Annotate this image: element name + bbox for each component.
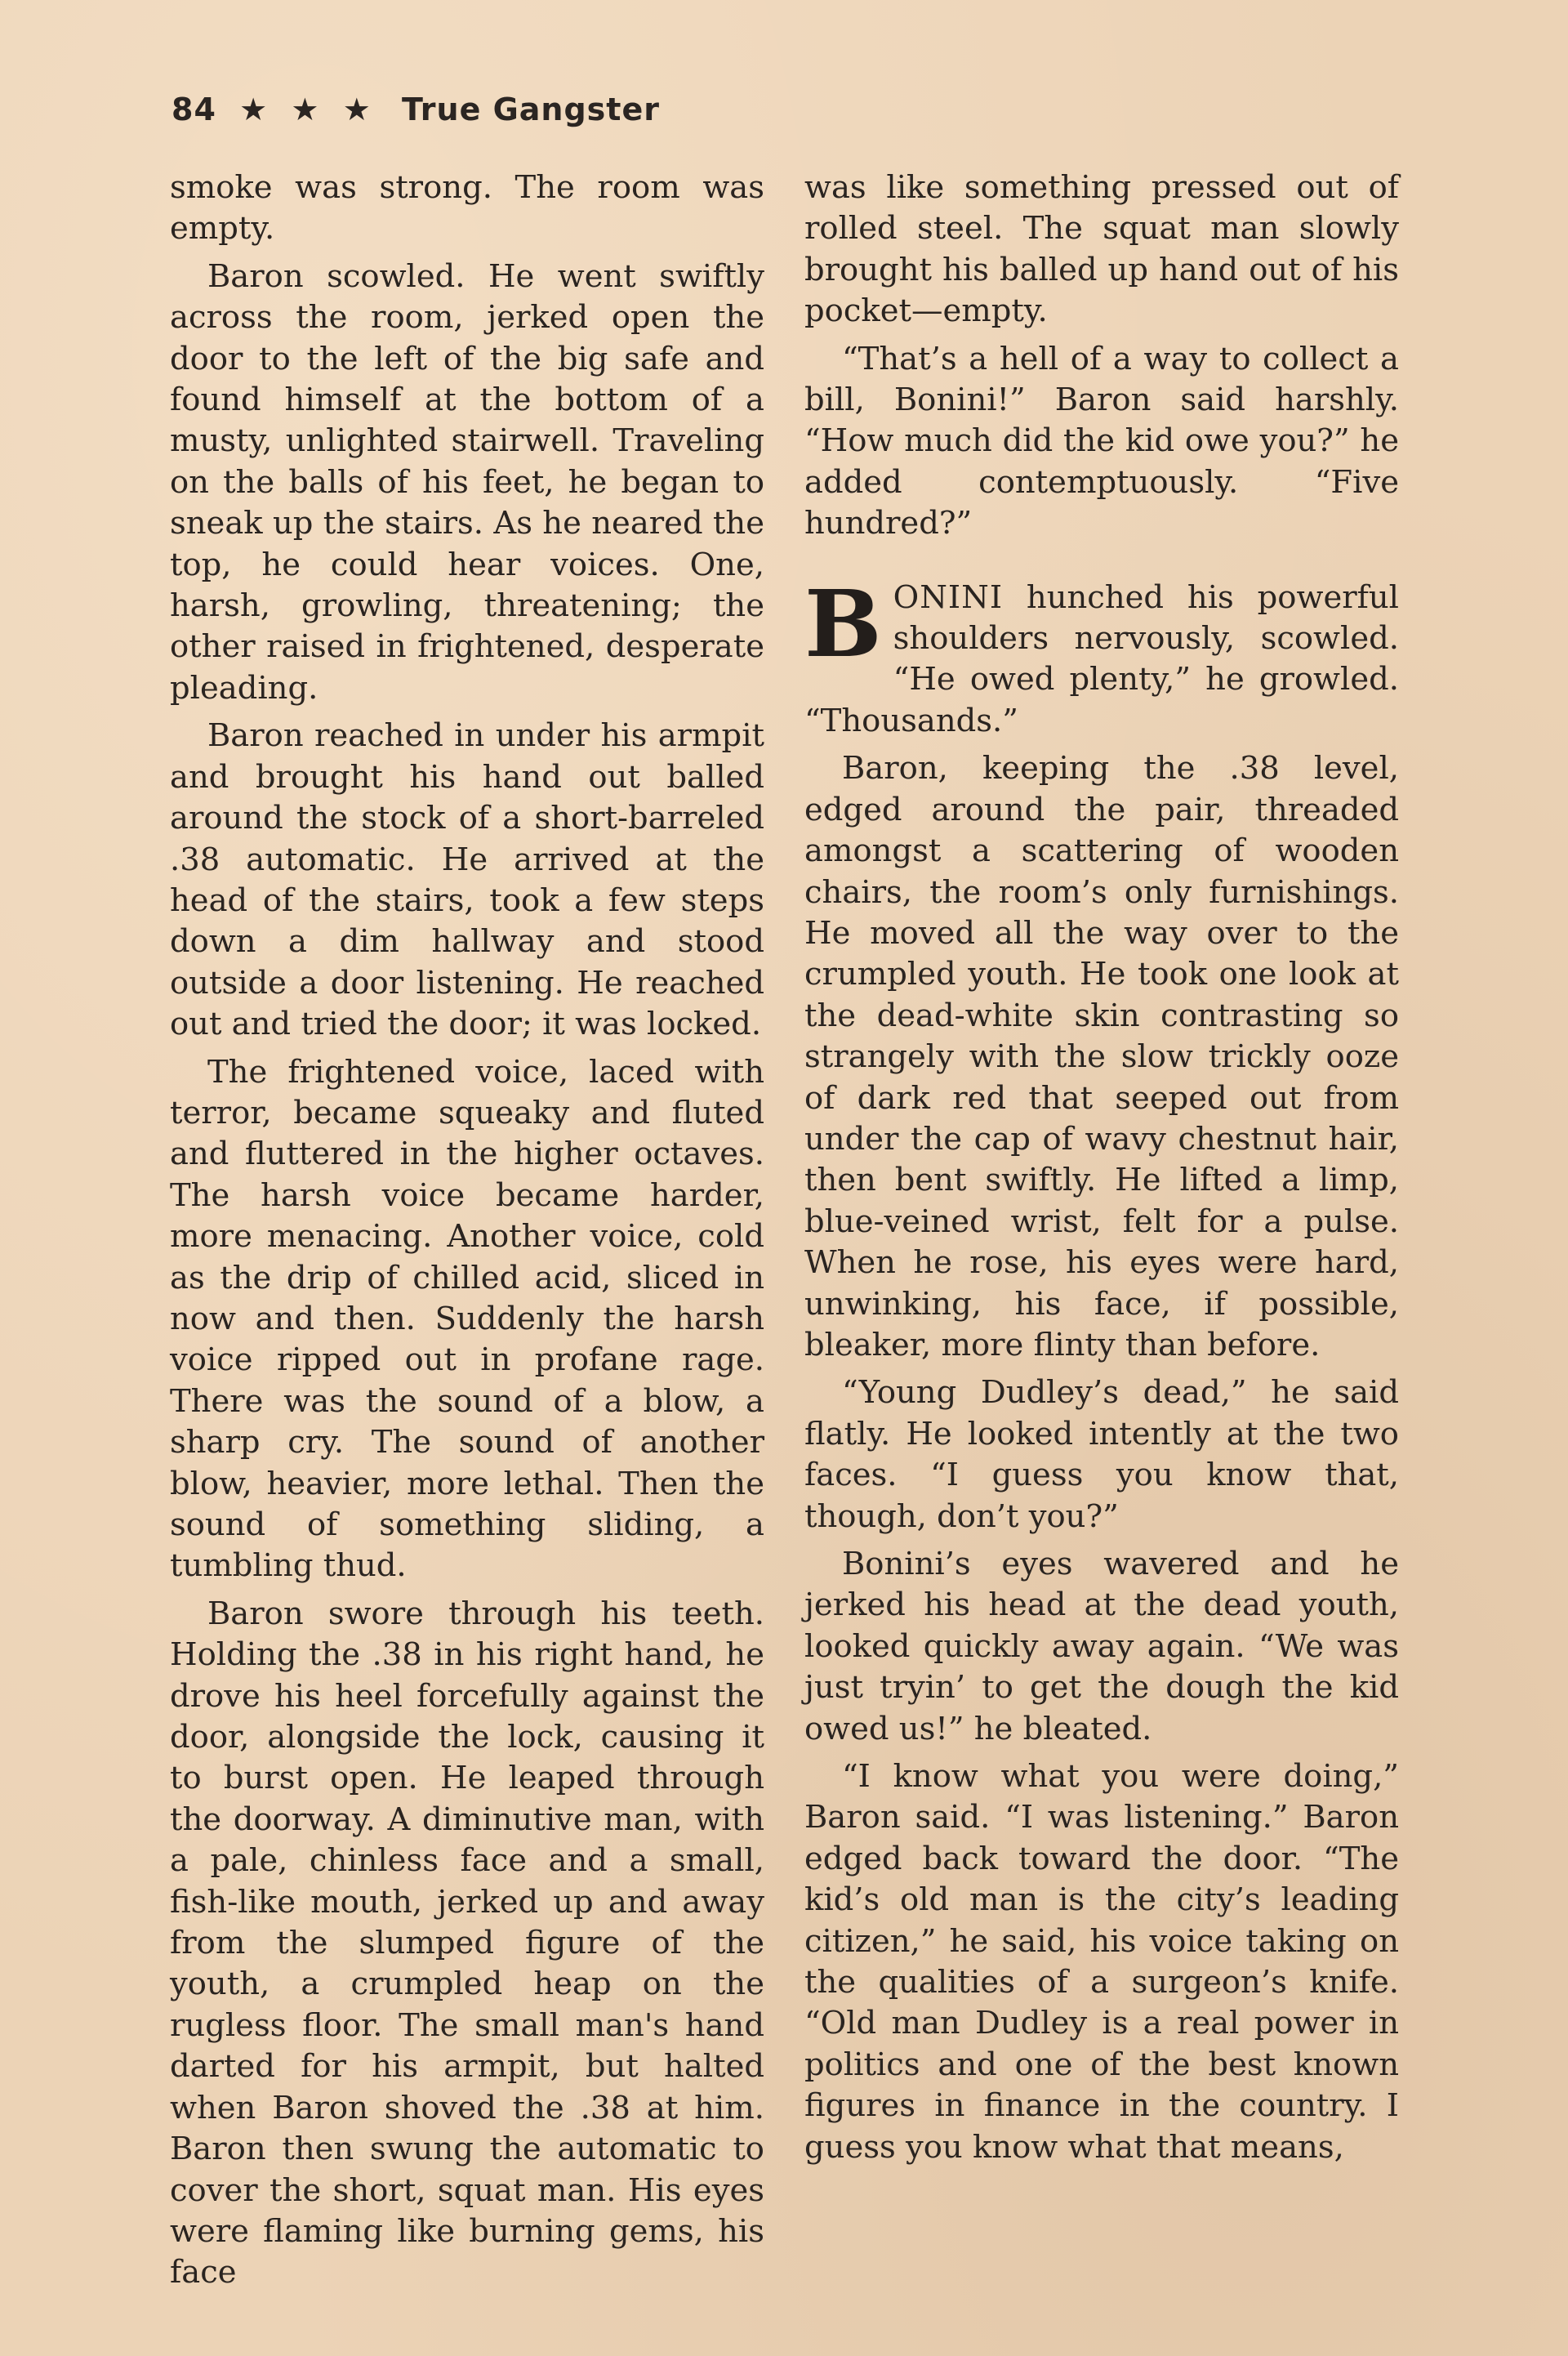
left-column [170,167,764,2300]
lead-in: ONINI [893,578,1004,616]
paragraph: “Young Dudley’s dead,” he said flatly. He looked intently at the two faces. “I guess you know that, though, don’t you?” [804,1374,1399,1535]
drop-cap: B [804,570,882,678]
section-opening-paragraph [804,570,1399,743]
right-column [804,167,1399,2175]
paragraph: Baron reached in under his armpit and brought his hand out balled around the stock of a short-barreled .38 automatic. He arrived at the head of the stairs, took a few steps down a dim hallway and stood outside a door listening. He reached out and tried the door; it was locked. [170,717,764,1043]
star-ornament-icon: ★ ★ ★ [239,91,377,127]
paragraph: smoke was strong. The room was empty. [170,169,764,248]
magazine-title: True Gangster [402,91,660,127]
paragraph: Baron swore through his teeth. Holding the .38 in his right hand, he drove his heel forcefully against the door, alongside the lock, causing it to burst open. He leaped through the doorway. A diminutive man, with a pale, chinless face and a small, fish-like mouth, jerked up and away from the slumped figure of the youth, a crumpled heap on the rugless floor. The small man's hand darted for his armpit, but halted when Baron shoved the .38 at him. Baron then swung the automatic to cover the short, squat man. His eyes were flaming like burning gems, his face [170,1595,764,2291]
page-number: 84 [172,91,216,127]
paragraph: was like something pressed out of rolled steel. The squat man slowly brought his balled up hand out of his pocket—empty. [804,169,1399,330]
paragraph: Bonini’s eyes wavered and he jerked his head at the dead youth, looked quickly away again. “We was just tryin’ to get the dough the kid owed us!” he bleated. [804,1546,1399,1747]
paragraph: “That’s a hell of a way to collect a bill, Bonini!” Baron said harshly. “How much did the kid owe you?” he added contemptuously. “Five hundred?” [804,340,1399,542]
running-head [172,91,660,127]
paragraph: The frightened voice, laced with terror, became squeaky and fluted and fluttered in the higher octaves. The harsh voice became harder, more menacing. Another voice, cold as the drip of chilled acid, sliced in now and then. Suddenly the harsh voice ripped out in profane rage. There was the sound of a blow, a sharp cry. The sound of another blow, heavier, more lethal. Then the sound of something sliding, a tumbling thud. [170,1053,764,1585]
paragraph: Baron, keeping the .38 level, edged around the pair, threaded amongst a scattering of wooden chairs, the room’s only furnishings. He moved all the way over to the crumpled youth. He took one look at the dead-white skin contrasting so strangely with the slow trickly ooze of dark red that seeped out from under the cap of wavy chestnut hair, then bent swiftly. He lifted a limp, blue-veined wrist, felt for a pulse. When he rose, his eyes were hard, unwinking, his face, if possible, bleaker, more flinty than before. [804,750,1399,1363]
paragraph: Baron scowled. He went swiftly across the room, jerked open the door to the left of the big safe and found himself at the bottom of a musty, unlighted stairwell. Traveling on the balls of his feet, he began to sneak up the stairs. As he neared the top, he could hear voices. One, harsh, growling, threatening; the other raised in frightened, desperate pleading. [170,257,764,707]
paragraph: “I know what you were doing,” Baron said. “I was listening.” Baron edged back toward the door. “The kid’s old man is the city’s leading citizen,” he said, his voice taking on the qualities of a surgeon’s knife. “Old man Dudley is a real power in politics and one of the best known figures in finance in the country. I guess you know what that means, [804,1758,1399,2166]
paragraph-text: hunched his powerful shoulders nervously, scowled. “He owed plenty,” he growled. “Thousands.” [804,578,1399,739]
